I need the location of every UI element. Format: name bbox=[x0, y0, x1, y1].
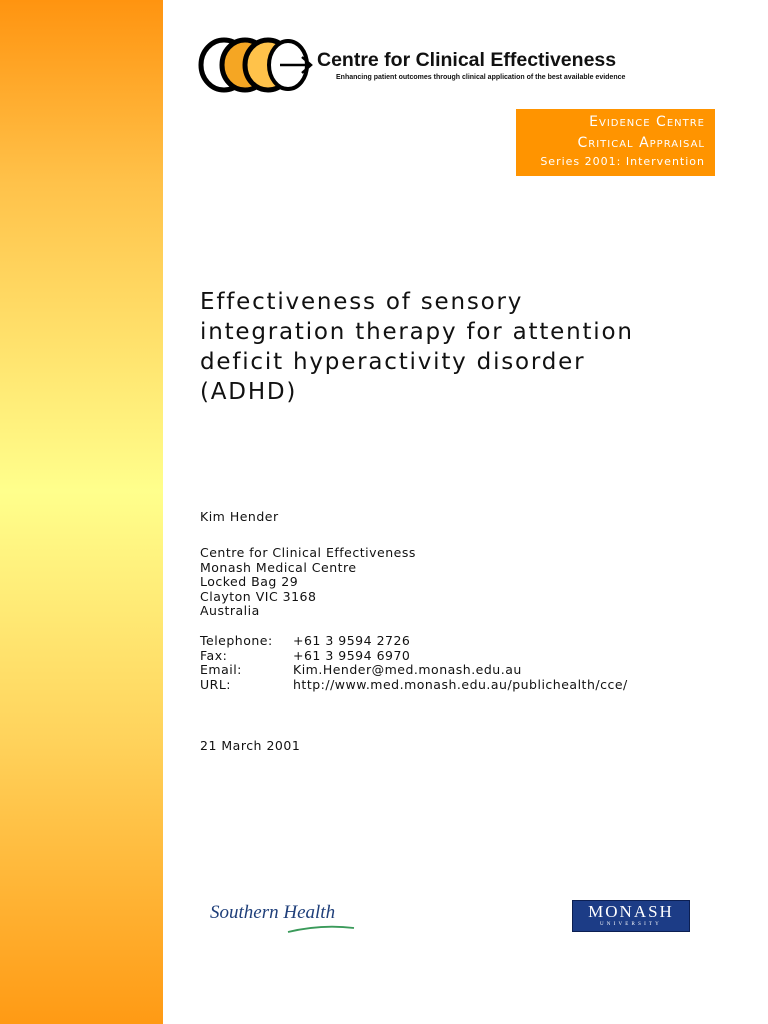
contact-label: Fax: bbox=[200, 647, 228, 663]
contact-telephone bbox=[200, 634, 628, 649]
contact-url bbox=[200, 678, 628, 693]
contact-block bbox=[200, 634, 628, 692]
address-line: Clayton VIC 3168 bbox=[200, 588, 317, 604]
monash-university-logo bbox=[572, 900, 690, 932]
address-line: Centre for Clinical Effectiveness bbox=[200, 545, 416, 560]
contact-label: URL: bbox=[200, 676, 232, 692]
contact-value: +61 3 9594 2726 bbox=[293, 633, 411, 648]
monash-subtext: UNIVERSITY bbox=[600, 922, 662, 927]
monash-name: MONASH bbox=[588, 902, 674, 921]
evidence-centre-badge bbox=[516, 109, 715, 176]
badge-series: Series 2001: Intervention bbox=[540, 155, 705, 168]
badge-line-2: Critical Appraisal bbox=[577, 135, 705, 151]
url-link[interactable]: http://www.med.monash.edu.au/publichealth/cce/ bbox=[293, 676, 628, 692]
address-block bbox=[200, 546, 416, 619]
author-name: Kim Hender bbox=[200, 509, 279, 524]
address-line: Monash Medical Centre bbox=[200, 559, 357, 575]
side-gradient-band bbox=[0, 0, 163, 1024]
contact-label: Telephone: bbox=[200, 633, 273, 648]
email-link[interactable]: Kim.Hender@med.monash.edu.au bbox=[293, 662, 522, 678]
contact-label: Email: bbox=[200, 662, 242, 678]
contact-value: +61 3 9594 6970 bbox=[293, 647, 411, 663]
southern-health-swoosh-icon bbox=[286, 922, 356, 936]
contact-email bbox=[200, 663, 628, 678]
southern-health-logo: Southern Health bbox=[210, 902, 336, 923]
badge-line-1: Evidence Centre bbox=[589, 114, 705, 130]
contact-fax bbox=[200, 649, 628, 664]
document-title: Effectiveness of sensory integration therapy for attention deficit hyperactivity disorder (ADHD) bbox=[200, 289, 634, 405]
address-line: Australia bbox=[200, 603, 260, 619]
document-date: 21 March 2001 bbox=[200, 738, 301, 753]
org-tagline: Enhancing patient outcomes through clinical application of the best available evidence bbox=[336, 74, 626, 81]
org-title: Centre for Clinical Effectiveness bbox=[317, 49, 617, 71]
address-line: Locked Bag 29 bbox=[200, 574, 299, 590]
